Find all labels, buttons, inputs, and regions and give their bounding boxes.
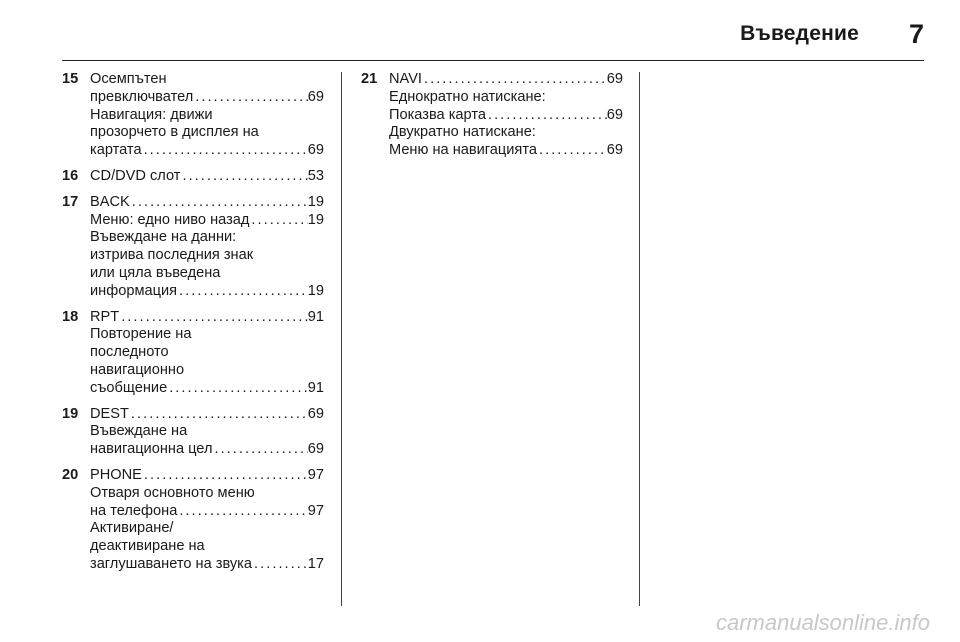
entry-text: прозорчето в дисплея на (90, 124, 259, 141)
entry-body (90, 406, 324, 459)
entry-line (90, 283, 324, 301)
entry-line (90, 142, 324, 160)
entry-text: Въвеждане на данни: (90, 229, 237, 246)
page-reference: 97 (307, 466, 324, 483)
entry-line (90, 520, 324, 538)
entry-line (90, 380, 324, 398)
header-rule (62, 60, 924, 61)
entry-text: BACK (90, 193, 130, 210)
entry-line (389, 142, 623, 160)
entry-body (90, 168, 324, 186)
entry-number: 20 (62, 466, 79, 483)
page-reference: 69 (606, 142, 623, 159)
entry-number: 17 (62, 193, 79, 210)
entry-line (90, 556, 324, 574)
entry-text: на телефона (90, 502, 178, 519)
entry-body (90, 71, 324, 160)
dot-leader (249, 212, 307, 230)
dot-leader (142, 142, 308, 160)
page-reference: 69 (606, 71, 623, 87)
entry-number: 15 (62, 71, 79, 87)
entry-body (90, 194, 324, 301)
entry-line (90, 89, 324, 107)
entry-line (90, 467, 324, 485)
page-number: 7 (908, 18, 924, 49)
entry-line (90, 107, 324, 125)
entry-line (90, 485, 324, 503)
index-entry (62, 194, 324, 301)
entry-number: 16 (62, 167, 79, 184)
entry-text: картата (90, 142, 142, 159)
index-entry (62, 406, 324, 459)
entry-text: Повторение на (90, 326, 192, 343)
dot-leader (167, 380, 308, 398)
dot-leader (422, 71, 607, 89)
dot-leader (212, 441, 307, 459)
entry-text: Двукратно натискане: (389, 124, 536, 141)
entry-text: превключвател (90, 88, 194, 105)
dot-leader (180, 168, 307, 186)
entry-text: CD/DVD слот (90, 167, 181, 184)
index-entry (62, 71, 324, 160)
page-reference: 91 (307, 308, 324, 325)
entry-text: Показва карта (389, 106, 486, 123)
index-column-1 (62, 71, 324, 582)
page-reference: 17 (307, 555, 324, 572)
dot-leader (252, 556, 308, 574)
dot-leader (119, 309, 308, 327)
entry-text: Въвеждане на (90, 423, 188, 440)
page-reference: 69 (307, 405, 324, 422)
entry-text: NAVI (389, 71, 422, 87)
entry-line (90, 194, 324, 212)
page-reference: 91 (307, 379, 324, 396)
entry-body (90, 467, 324, 574)
entry-line (389, 107, 623, 125)
entry-text: DEST (90, 405, 129, 422)
entry-line (90, 406, 324, 424)
entry-line (90, 441, 324, 459)
entry-number: 21 (361, 71, 378, 87)
entry-number: 19 (62, 405, 79, 422)
dot-leader (142, 467, 308, 485)
entry-text: Меню на навигацията (389, 142, 537, 159)
dot-leader (537, 142, 607, 160)
index-column-2 (361, 71, 623, 168)
index-entry (62, 309, 324, 398)
entry-text: Еднократно натискане: (389, 88, 546, 105)
entry-line (90, 212, 324, 230)
page-reference: 53 (307, 167, 324, 184)
page-reference: 69 (307, 142, 324, 159)
dot-leader (177, 503, 307, 521)
index-entry (62, 467, 324, 574)
entry-line (389, 124, 623, 142)
entry-line (90, 229, 324, 247)
entry-text: заглушаването на звука (90, 555, 253, 572)
entry-text: съобщение (90, 379, 168, 396)
entry-line (389, 71, 623, 89)
dot-leader (177, 283, 308, 301)
watermark-text: carmanualsonline.info (715, 610, 930, 635)
entry-text: деактивиране на (90, 538, 205, 555)
page-reference: 69 (606, 106, 623, 123)
entry-text: или цяла въведена (90, 264, 221, 281)
entry-text: Активиране/ (90, 520, 174, 537)
entry-text: Меню: едно ниво назад (90, 211, 250, 228)
entry-text: навигационно (90, 361, 185, 378)
page-reference: 97 (307, 502, 324, 519)
entry-text: RPT (90, 308, 120, 325)
entry-line (90, 265, 324, 283)
entry-text: PHONE (90, 466, 142, 483)
dot-leader (486, 107, 607, 125)
entry-line (90, 247, 324, 265)
column-divider (639, 72, 640, 606)
index-entry (62, 168, 324, 186)
entry-text: навигационна цел (90, 441, 213, 458)
page-reference: 19 (307, 211, 324, 228)
entry-line (90, 168, 324, 186)
page-reference: 19 (307, 282, 324, 299)
entry-number: 18 (62, 308, 79, 325)
section-title: Въведение (740, 22, 859, 45)
entry-body (389, 71, 623, 160)
entry-line (90, 538, 324, 556)
entry-line (90, 309, 324, 327)
entry-line (90, 362, 324, 380)
index-entry (361, 71, 623, 160)
entry-text: Навигация: движи (90, 106, 213, 123)
page-reference: 69 (307, 88, 324, 105)
dot-leader (129, 406, 308, 424)
entry-line (90, 344, 324, 362)
page-header (740, 14, 924, 54)
entry-text: последното (90, 344, 169, 361)
entry-body (90, 309, 324, 398)
page-reference: 19 (307, 193, 324, 210)
entry-line (90, 71, 324, 89)
entry-line (389, 89, 623, 107)
dot-leader (193, 89, 308, 107)
entry-text: изтрива последния знак (90, 247, 254, 264)
entry-text: Осемпътен (90, 71, 167, 87)
column-divider (341, 72, 342, 606)
entry-line (90, 423, 324, 441)
page-reference: 69 (307, 441, 324, 458)
dot-leader (130, 194, 308, 212)
entry-line (90, 503, 324, 521)
entry-text: информация (90, 282, 178, 299)
entry-line (90, 124, 324, 142)
entry-text: Отваря основното меню (90, 484, 255, 501)
entry-line (90, 326, 324, 344)
